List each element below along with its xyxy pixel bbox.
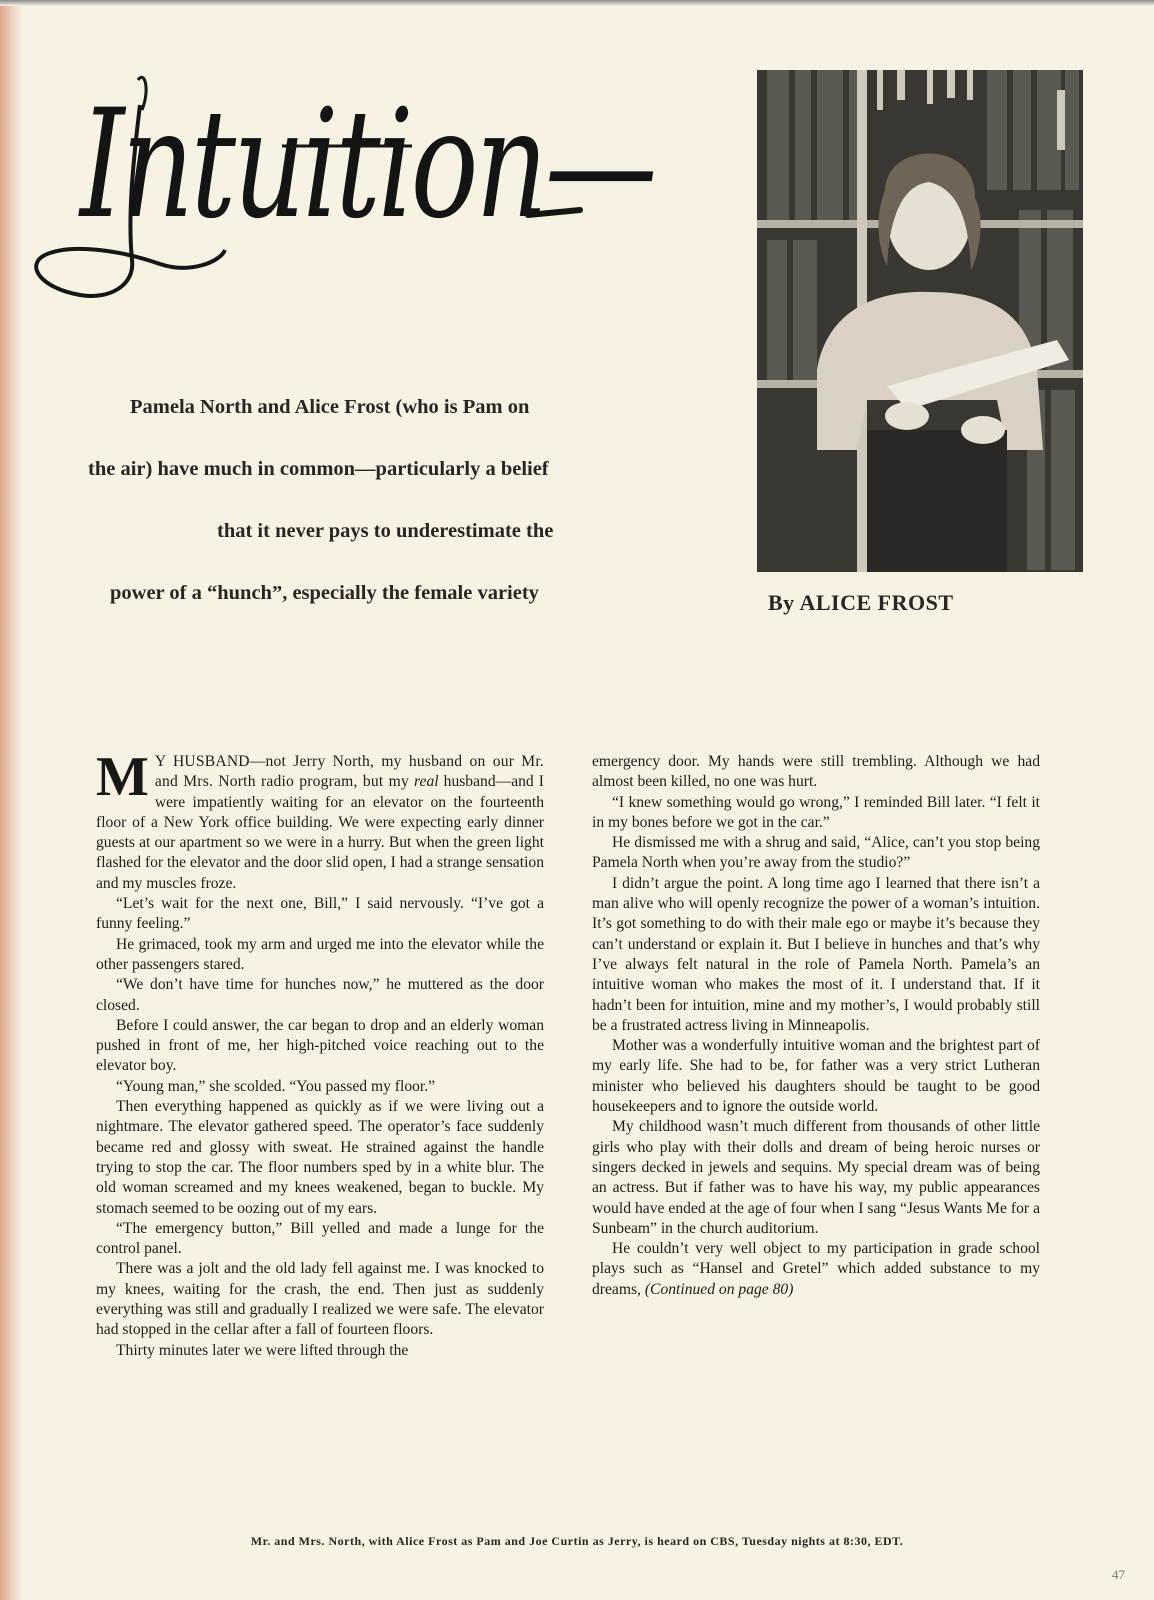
paragraph-17 <box>592 1239 1040 1300</box>
deck-line-2: the air) have much in common—particularly a belief <box>88 458 549 480</box>
deck-line-1: Pamela North and Alice Frost (who is Pam on <box>130 396 530 418</box>
paragraph-1-emphasis: real <box>414 773 439 791</box>
page-number: 47 <box>1112 1567 1125 1582</box>
paragraph-16: My childhood wasn’t much different from thousands of other little girls who play with their dolls and dream of being heroic nurses or singers decked in jewels and sequins. My special dream was of being an actress. But if father was to have his way, my public appearances would have ended at the age of four when I sang “Jesus Wants Me for a Sunbeam” in the church auditorium. <box>592 1118 1040 1237</box>
paragraph-15: Mother was a wonderfully intuitive woman and the brightest part of my early life. She had to be, for father was a very strict Lutheran minister who believed his daughters should be taught to be good housekeepers and to ignore the outside world. <box>592 1037 1040 1116</box>
paragraph-14: I didn’t argue the point. A long time ago I learned that there isn’t a man alive who will openly recognize the power of a woman’s intuition. It’s got something to do with their male ego or maybe it’s because they can’t understand or explain it. But I believe in hunches and that’s why I’ve always felt natural in the role of Pamela North. Pamela’s an intuitive woman who makes the most of it. I understand that. If it hadn’t been for intuition, mine and my mother’s, I would probably still be a frustrated actress living in Minneapolis. <box>592 874 1040 1034</box>
paragraph-17-text: He couldn’t very well object to my participation in grade school plays such as “Hansel and Gretel” which added substance to my dreams, <box>592 1240 1040 1298</box>
body-column-left <box>96 746 544 1361</box>
paragraph-5: Before I could answer, the car began to drop and an elderly woman pushed in front of me, her high-pitched voice reaching out to the elevator boy. <box>96 1016 544 1075</box>
paragraph-6: “Young man,” she scolded. “You passed my floor.” <box>116 1077 436 1095</box>
body-column-right <box>592 752 1040 1300</box>
paragraph-2: “Let’s wait for the next one, Bill,” I said nervously. “I’ve got a funny feeling.” <box>96 895 544 933</box>
paragraph-4: “We don’t have time for hunches now,” he muttered as the door closed. <box>96 976 544 1014</box>
paragraph-3: He grimaced, took my arm and urged me into the elevator while the other passengers stared. <box>96 935 544 973</box>
continued-on-link[interactable]: (Continued on page 80) <box>644 1280 794 1298</box>
photo-illustration-icon <box>757 70 1083 572</box>
paragraph-1-lead: Y HUSBAND—not Jerry North, my husband on our Mr. and Mrs. North radio program, but my <box>154 753 544 791</box>
paragraph-7: Then everything happened as quickly as if we were living out a nightmare. The elevator gathered speed. The operator’s face suddenly became red and glossy with sweat. He strained against the handle trying to stop the car. The floor numbers sped by in a white blur. The old woman screamed and my knees weakened, began to buckle. My stomach seemed to be oozing out of my ears. <box>96 1098 544 1217</box>
page-edge-shadow <box>0 0 22 1600</box>
paragraph-9: There was a jolt and the old lady fell against me. I was knocked to my knees, waiting for the crash, the end. Then just as suddenly everything was still and gradually I realized we were safe. The elevator had stopped in the cellar after a fall of fourteen floors. <box>96 1260 544 1339</box>
paragraph-12: “I knew something would go wrong,” I reminded Bill later. “I felt it in my bones before we got in the car.” <box>592 793 1040 831</box>
drop-cap: M <box>96 746 149 808</box>
broadcast-note: Mr. and Mrs. North, with Alice Frost as Pam and Joe Curtin as Jerry, is heard on CBS, Tuesday nights at 8:30, EDT. <box>250 1534 904 1548</box>
paragraph-11: emergency door. My hands were still trembling. Although we had almost been killed, no one was hurt. <box>592 753 1040 791</box>
article-title <box>20 50 655 310</box>
paragraph-1-rest: husband—and I were impatiently waiting for an elevator on the fourteenth floor of a New York office building. We were expecting early dinner guests at our apartment so we were in a hurry. But when the green light flashed for the elevator and the door slid open, I had a strange sensation and my muscles froze. <box>96 773 544 892</box>
title-text: Intuition— <box>80 78 655 252</box>
paragraph-13: He dismissed me with a shrug and said, “Alice, can’t you stop being Pamela North when you’re away from the studio?” <box>592 834 1040 872</box>
paragraph-8: “The emergency button,” Bill yelled and made a lunge for the control panel. <box>96 1219 544 1258</box>
page-top-edge <box>0 0 1154 6</box>
deck-line-4: power of a “hunch”, especially the female variety <box>110 582 539 604</box>
paragraph-10: Thirty minutes later we were lifted through the <box>116 1341 409 1359</box>
author-photo <box>757 70 1083 572</box>
paragraph-1 <box>96 746 544 894</box>
byline: By ALICE FROST <box>768 590 954 615</box>
deck-line-3: that it never pays to underestimate the <box>217 520 554 542</box>
article-deck <box>80 395 640 643</box>
